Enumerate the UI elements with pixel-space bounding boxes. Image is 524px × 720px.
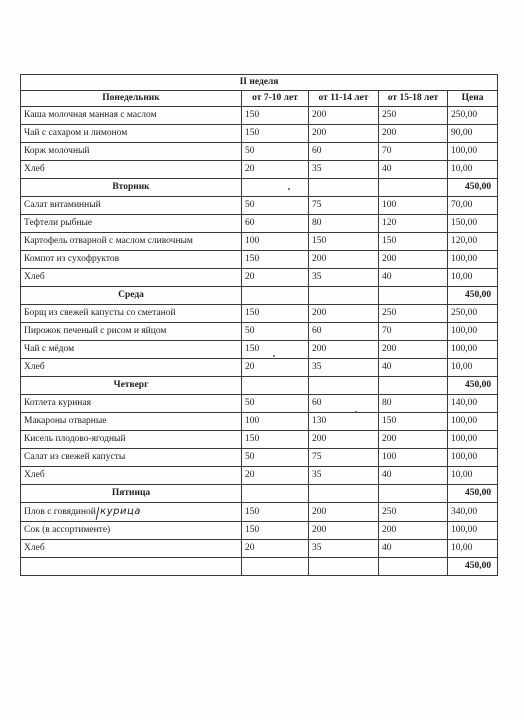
- price: 100,00: [448, 449, 498, 467]
- header-age-11-14: от 11-14 лет: [309, 91, 379, 107]
- dish-name: Салат витаминный: [21, 197, 242, 215]
- day-header-row: [21, 485, 498, 503]
- scan-speck: [273, 355, 275, 357]
- column-header-row: [21, 91, 498, 107]
- menu-row: [21, 251, 498, 269]
- portion-11-14: 60: [309, 395, 379, 413]
- portion-11-14: 75: [309, 197, 379, 215]
- final-total-row: [21, 558, 498, 576]
- portion-11-14: 35: [309, 269, 379, 287]
- price: 100,00: [448, 431, 498, 449]
- portion-7-10: 50: [242, 143, 309, 161]
- day-total: 450,00: [448, 287, 498, 305]
- price: 120,00: [448, 233, 498, 251]
- dish-name: Картофель отварной с маслом сливочным: [21, 233, 242, 251]
- dish-name: Чай с сахаром и лимоном: [21, 125, 242, 143]
- portion-15-18: 200: [379, 431, 448, 449]
- portion-15-18: 250: [379, 503, 448, 522]
- portion-7-10: 50: [242, 323, 309, 341]
- dish-name-cell: [21, 503, 242, 522]
- price: 100,00: [448, 323, 498, 341]
- price: 90,00: [448, 125, 498, 143]
- dish-name: Макароны отварные: [21, 413, 242, 431]
- portion-11-14: 200: [309, 341, 379, 359]
- portion-7-10: 20: [242, 359, 309, 377]
- portion-15-18: 40: [379, 161, 448, 179]
- portion-11-14: 35: [309, 467, 379, 485]
- menu-row: [21, 540, 498, 558]
- day-header-row: [21, 179, 498, 197]
- final-total: 450,00: [448, 558, 498, 576]
- dish-name: Чай с мёдом: [21, 341, 242, 359]
- menu-row: [21, 215, 498, 233]
- scan-speck: [355, 411, 357, 413]
- portion-11-14: 35: [309, 540, 379, 558]
- portion-7-10: 20: [242, 540, 309, 558]
- price: 100,00: [448, 251, 498, 269]
- portion-7-10: 150: [242, 107, 309, 125]
- dish-name: Плов с говядиной: [24, 507, 96, 517]
- portion-11-14: 200: [309, 251, 379, 269]
- portion-7-10: 150: [242, 431, 309, 449]
- menu-row: [21, 395, 498, 413]
- menu-row: [21, 341, 498, 359]
- price: 10,00: [448, 161, 498, 179]
- day-name: Четверг: [21, 377, 242, 395]
- portion-15-18: 120: [379, 215, 448, 233]
- menu-table: [20, 74, 498, 576]
- portion-11-14: 200: [309, 125, 379, 143]
- portion-11-14: 200: [309, 107, 379, 125]
- price: 10,00: [448, 467, 498, 485]
- dish-name: Борщ из свежей капусты со сметаной: [21, 305, 242, 323]
- portion-11-14: 200: [309, 305, 379, 323]
- header-age-7-10: от 7-10 лет: [242, 91, 309, 107]
- portion-15-18: 200: [379, 125, 448, 143]
- dish-name: Кисель плодово-ягодный: [21, 431, 242, 449]
- portion-7-10: 150: [242, 341, 309, 359]
- menu-row: [21, 413, 498, 431]
- portion-15-18: 250: [379, 107, 448, 125]
- day-total: 450,00: [448, 485, 498, 503]
- portion-15-18: 40: [379, 269, 448, 287]
- price: 10,00: [448, 359, 498, 377]
- portion-7-10: 150: [242, 522, 309, 540]
- menu-row: [21, 107, 498, 125]
- portion-7-10: 150: [242, 305, 309, 323]
- day-name: Вторник: [21, 179, 242, 197]
- portion-7-10: 50: [242, 395, 309, 413]
- price: 150,00: [448, 215, 498, 233]
- week-title-row: [21, 75, 498, 91]
- dish-name: Хлеб: [21, 359, 242, 377]
- menu-row: [21, 449, 498, 467]
- portion-11-14: 200: [309, 431, 379, 449]
- dish-name: Сок (в ассортименте): [21, 522, 242, 540]
- price: 70,00: [448, 197, 498, 215]
- header-day: Понедельник: [21, 91, 242, 107]
- menu-row: [21, 522, 498, 540]
- price: 10,00: [448, 540, 498, 558]
- dish-name: Хлеб: [21, 540, 242, 558]
- price: 250,00: [448, 305, 498, 323]
- price: 100,00: [448, 143, 498, 161]
- portion-11-14: 150: [309, 233, 379, 251]
- menu-row: [21, 197, 498, 215]
- portion-15-18: 100: [379, 449, 448, 467]
- day-header-row: [21, 287, 498, 305]
- price: 340,00: [448, 503, 498, 522]
- menu-row: [21, 161, 498, 179]
- portion-7-10: 60: [242, 215, 309, 233]
- day-header-row: [21, 377, 498, 395]
- week-title: II неделя: [21, 75, 498, 91]
- portion-15-18: 250: [379, 305, 448, 323]
- portion-7-10: 150: [242, 503, 309, 522]
- portion-7-10: 50: [242, 449, 309, 467]
- menu-row: [21, 467, 498, 485]
- dish-name: Тефтели рыбные: [21, 215, 242, 233]
- portion-15-18: 40: [379, 467, 448, 485]
- portion-15-18: 80: [379, 395, 448, 413]
- portion-15-18: 40: [379, 540, 448, 558]
- scan-speck: [288, 188, 290, 190]
- portion-11-14: 35: [309, 359, 379, 377]
- portion-11-14: 75: [309, 449, 379, 467]
- header-age-15-18: от 15-18 лет: [379, 91, 448, 107]
- portion-11-14: 60: [309, 323, 379, 341]
- menu-row: [21, 503, 498, 522]
- portion-15-18: 200: [379, 341, 448, 359]
- dish-name: Хлеб: [21, 467, 242, 485]
- menu-row: [21, 143, 498, 161]
- portion-15-18: 150: [379, 233, 448, 251]
- portion-11-14: 60: [309, 143, 379, 161]
- dish-name: Хлеб: [21, 161, 242, 179]
- price: 100,00: [448, 341, 498, 359]
- portion-7-10: 100: [242, 413, 309, 431]
- portion-11-14: 130: [309, 413, 379, 431]
- menu-row: [21, 359, 498, 377]
- portion-15-18: 40: [379, 359, 448, 377]
- portion-7-10: 20: [242, 467, 309, 485]
- portion-11-14: 200: [309, 522, 379, 540]
- portion-15-18: 70: [379, 323, 448, 341]
- dish-name: Пирожок печеный с рисом и яйцом: [21, 323, 242, 341]
- menu-row: [21, 269, 498, 287]
- portion-15-18: 200: [379, 522, 448, 540]
- portion-7-10: 150: [242, 125, 309, 143]
- day-name: Пятница: [21, 485, 242, 503]
- portion-15-18: 70: [379, 143, 448, 161]
- dish-name: Компот из сухофруктов: [21, 251, 242, 269]
- portion-7-10: 20: [242, 269, 309, 287]
- price: 100,00: [448, 522, 498, 540]
- price: 100,00: [448, 413, 498, 431]
- day-total: 450,00: [448, 377, 498, 395]
- header-price: Цена: [448, 91, 498, 107]
- menu-row: [21, 233, 498, 251]
- price: 10,00: [448, 269, 498, 287]
- dish-name: Котлета куриная: [21, 395, 242, 413]
- menu-row: [21, 305, 498, 323]
- portion-7-10: 20: [242, 161, 309, 179]
- dish-name: Хлеб: [21, 269, 242, 287]
- portion-15-18: 100: [379, 197, 448, 215]
- menu-row: [21, 125, 498, 143]
- menu-row: [21, 431, 498, 449]
- portion-15-18: 150: [379, 413, 448, 431]
- day-total: 450,00: [448, 179, 498, 197]
- price: 250,00: [448, 107, 498, 125]
- portion-7-10: 100: [242, 233, 309, 251]
- day-name: Среда: [21, 287, 242, 305]
- portion-11-14: 80: [309, 215, 379, 233]
- price: 140,00: [448, 395, 498, 413]
- portion-7-10: 150: [242, 251, 309, 269]
- dish-name: Салат из свежей капусты: [21, 449, 242, 467]
- portion-11-14: 35: [309, 161, 379, 179]
- menu-row: [21, 323, 498, 341]
- dish-name: Корж молочный: [21, 143, 242, 161]
- portion-15-18: 200: [379, 251, 448, 269]
- portion-7-10: 50: [242, 197, 309, 215]
- portion-11-14: 200: [309, 503, 379, 522]
- dish-name: Каша молочная манная с маслом: [21, 107, 242, 125]
- handwritten-note: курица: [100, 506, 141, 517]
